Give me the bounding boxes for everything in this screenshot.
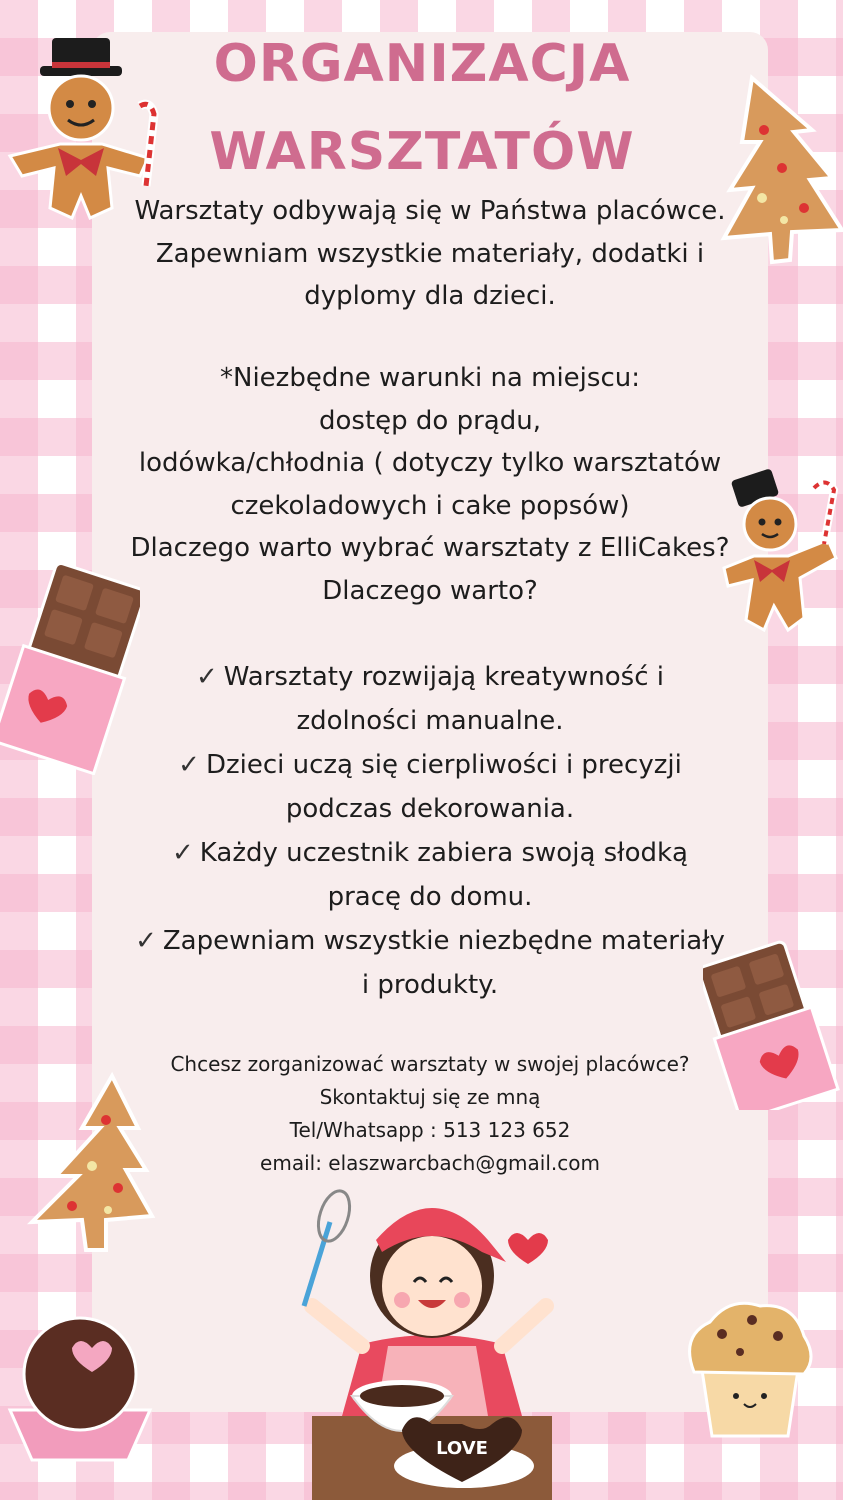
requirements-line: dostęp do prądu, bbox=[319, 405, 541, 436]
benefits-list bbox=[92, 655, 768, 1007]
requirements-line: Dlaczego warto wybrać warsztaty z ElliCakes? bbox=[130, 533, 730, 563]
requirements-line: czekoladowych i cake popsów) bbox=[230, 490, 630, 521]
check-icon: ✓ bbox=[178, 750, 200, 780]
benefit-text: Każdy uczestnik zabiera swoją słodką bbox=[199, 838, 688, 868]
check-icon: ✓ bbox=[195, 662, 218, 692]
check-icon: ✓ bbox=[172, 838, 194, 868]
muffin-icon bbox=[680, 1292, 820, 1442]
cake-pop-icon bbox=[0, 1310, 160, 1470]
list-item bbox=[92, 743, 768, 787]
benefit-text: podczas dekorowania. bbox=[285, 794, 575, 824]
heart-icon bbox=[508, 1233, 548, 1264]
love-plaque-text: LOVE bbox=[436, 1438, 488, 1459]
requirements-line: Dlaczego warto? bbox=[322, 575, 538, 606]
list-item bbox=[92, 875, 768, 919]
requirements-line: *Niezbędne warunki na miejscu: bbox=[220, 363, 640, 393]
contact-question: Chcesz zorganizować warsztaty w swojej placówce? bbox=[170, 1052, 690, 1076]
benefit-text: pracę do domu. bbox=[327, 882, 533, 912]
intro-line: Warsztaty odbywają się w Państwa placówce. bbox=[134, 196, 726, 226]
benefit-text: Zapewniam wszystkie niezbędne materiały bbox=[162, 926, 725, 956]
contact-block bbox=[92, 1048, 768, 1180]
list-item bbox=[92, 919, 768, 963]
benefit-text: i produkty. bbox=[361, 970, 499, 1000]
gingerbread-man-icon bbox=[718, 468, 843, 640]
list-item bbox=[92, 699, 768, 743]
title-line-1: ORGANIZACJA bbox=[213, 34, 631, 94]
contact-email[interactable]: email: elaszwarcbach@gmail.com bbox=[260, 1151, 600, 1175]
gingerbread-man-icon bbox=[0, 36, 165, 221]
list-item bbox=[92, 963, 768, 1007]
chocolate-bar-icon bbox=[703, 940, 843, 1110]
intro-line: dyplomy dla dzieci. bbox=[304, 281, 556, 311]
gingerbread-tree-icon bbox=[712, 70, 843, 265]
benefit-text: Dzieci uczą się cierpliwości i precyzji bbox=[205, 750, 682, 780]
contact-cta: Skontaktuj się ze mną bbox=[319, 1085, 541, 1109]
list-item bbox=[92, 831, 768, 875]
intro-paragraph bbox=[92, 190, 768, 318]
intro-line: Zapewniam wszystkie materiały, dodatki i bbox=[155, 238, 705, 269]
requirements-line: lodówka/chłodnia ( dotyczy tylko warsztatów bbox=[138, 448, 722, 478]
benefit-text: Warsztaty rozwijają kreatywność i bbox=[223, 662, 665, 692]
chocolate-bar-icon bbox=[0, 565, 140, 775]
contact-phone[interactable]: Tel/Whatsapp : 513 123 652 bbox=[289, 1118, 571, 1142]
list-item bbox=[92, 655, 768, 699]
baker-girl-illustration bbox=[292, 1176, 572, 1500]
title-line-2: WARSZTATÓW bbox=[209, 122, 635, 182]
benefit-text: zdolności manualne. bbox=[296, 706, 564, 736]
requirements-paragraph bbox=[92, 357, 768, 612]
list-item bbox=[92, 787, 768, 831]
gingerbread-tree-icon bbox=[22, 1070, 162, 1255]
check-icon: ✓ bbox=[135, 926, 157, 956]
